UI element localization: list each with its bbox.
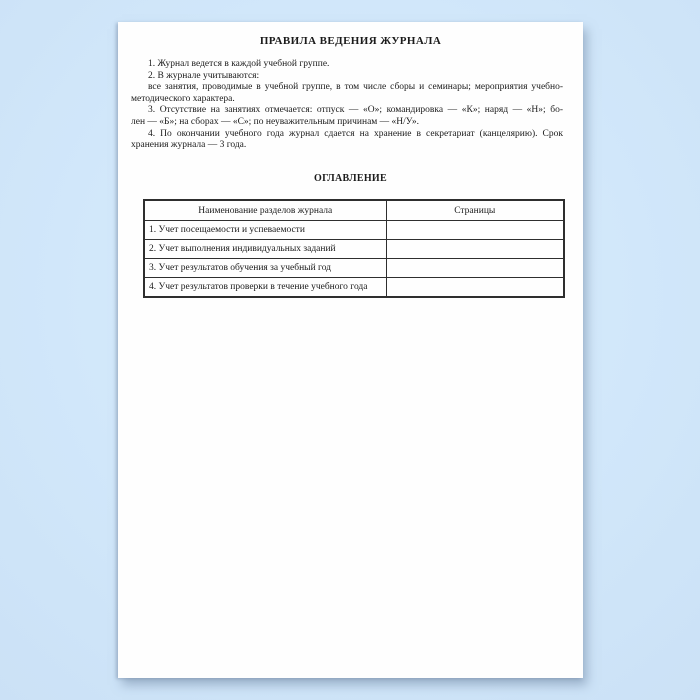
rules-line-8: хранения журнала — 3 года. xyxy=(131,140,247,151)
rules-line-4: методического характера. xyxy=(131,93,235,104)
rules-line-1: 1. Журнал ведется в каждой учебной группе. xyxy=(148,59,330,69)
toc-row-4 xyxy=(144,278,564,298)
toc-row-4-section: 4. Учет результатов проверки в течение учебного года xyxy=(144,278,386,298)
rules-line-2: 2. В журнале учитываются: xyxy=(148,70,260,81)
toc-row-1-section: 1. Учет посещаемости и успеваемости xyxy=(144,221,386,240)
toc-row-4-pages xyxy=(386,278,564,298)
rules-line-3: все занятия, проводимые в учебной группе, в том числе сборы и семинары; мероприятия учебно- xyxy=(148,82,563,93)
toc-row-3 xyxy=(144,259,564,278)
toc-col-header-pages: Страницы xyxy=(386,200,564,221)
toc-heading: ОГЛАВЛЕНИЕ xyxy=(314,173,387,184)
toc-header-row xyxy=(144,200,564,221)
document-title: ПРАВИЛА ВЕДЕНИЯ ЖУРНАЛА xyxy=(259,35,442,47)
rules-paragraphs xyxy=(131,59,563,152)
toc-row-3-section: 3. Учет результатов обучения за учебный год xyxy=(144,259,386,278)
toc-row-2-pages xyxy=(386,240,564,259)
toc-row-1-pages xyxy=(386,221,564,240)
toc-row-2 xyxy=(144,240,564,259)
toc-row-1 xyxy=(144,221,564,240)
document-page xyxy=(118,22,583,678)
toc-row-3-pages xyxy=(386,259,564,278)
toc-table xyxy=(143,199,565,298)
rules-line-6: лен — «Б»; на сборах — «С»; по неуважительным причинам — «Н/У». xyxy=(131,116,420,127)
rules-line-5: 3. Отсутствие на занятиях отмечается: отпуск — «О»; командировка — «К»; наряд — «Н»; бо- xyxy=(148,105,563,116)
toc-row-2-section: 2. Учет выполнения индивидуальных заданий xyxy=(144,240,386,259)
rules-line-7: 4. По окончании учебного года журнал сдается на хранение в секретариат (канцелярию). Срок xyxy=(148,128,563,139)
toc-col-header-sections: Наименование разделов журнала xyxy=(144,200,386,221)
